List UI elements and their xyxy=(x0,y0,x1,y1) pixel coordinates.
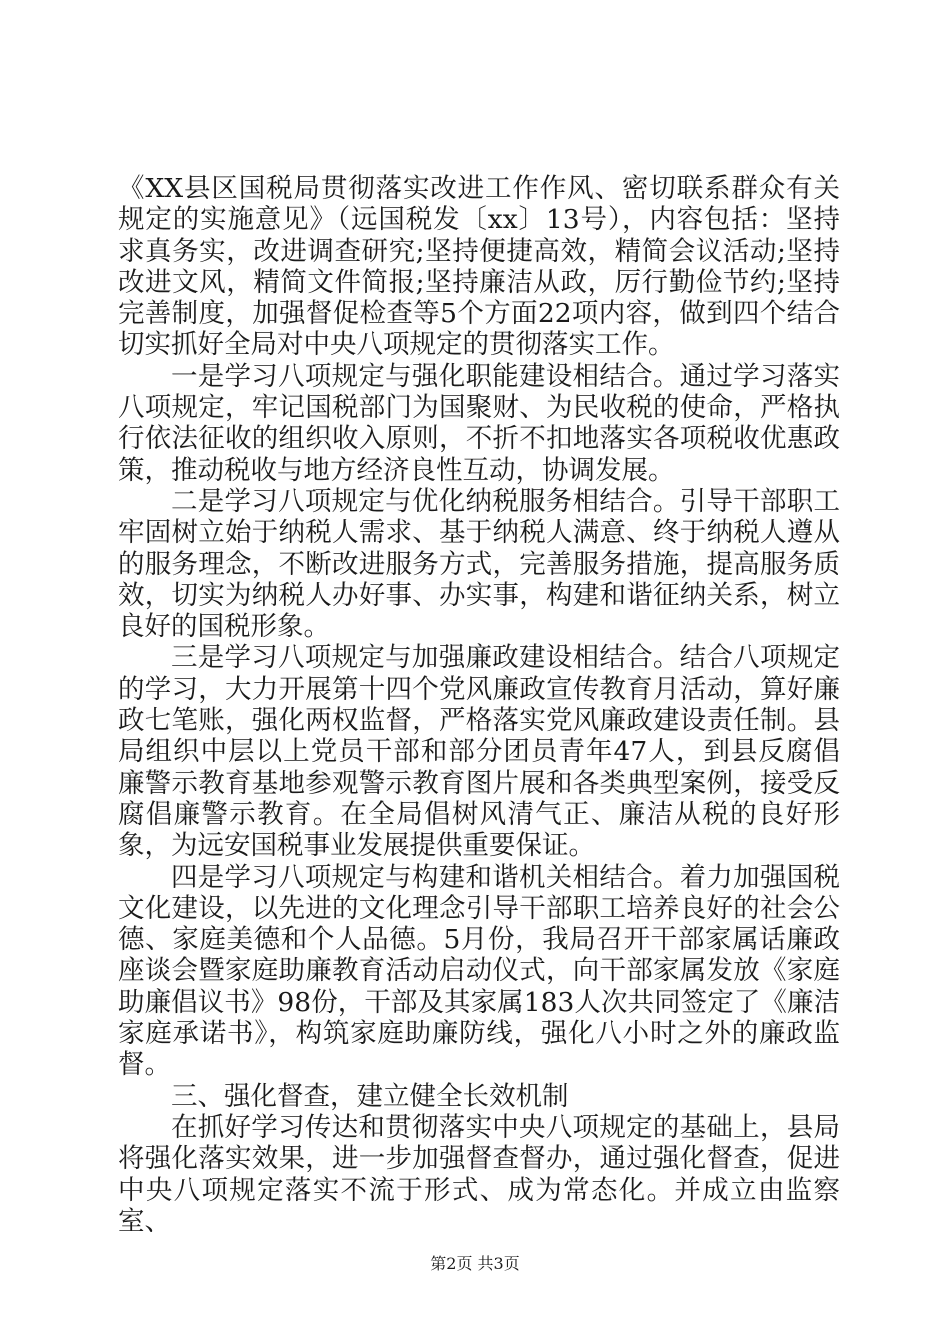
page-number-footer: 第2页 共3页 xyxy=(430,1254,520,1273)
section-heading-three: 三、强化督查，建立健全长效机制 xyxy=(171,1080,569,1112)
paragraph-point-one: 一是学习八项规定与强化职能建设相结合。通过学习落实八项规定，牢记国税部门为国聚财、为民收税的使命，严格执行依法征收的组织收入原则，不折不扣地落实各项税收优惠政策，推动税收与地方经济良性互动，协调发展。 xyxy=(118,360,840,486)
document-body xyxy=(118,173,840,1237)
paragraph-supervision: 在抓好学习传达和贯彻落实中央八项规定的基础上，县局将强化落实效果，进一步加强督查督办，通过强化督查，促进中央八项规定落实不流于形式、成为常态化。并成立由监察室、 xyxy=(118,1111,840,1237)
paragraph-point-four: 四是学习八项规定与构建和谐机关相结合。着力加强国税文化建设，以先进的文化理念引导干部职工培养良好的社会公德、家庭美德和个人品德。5月份，我局召开干部家属话廉政座谈会暨家庭助廉教育活动启动仪式，向干部家属发放《家庭助廉倡议书》98份，干部及其家属183人次共同签定了《廉洁家庭承诺书》，构筑家庭助廉防线，强化八小时之外的廉政监督。 xyxy=(118,861,840,1081)
paragraph-point-two: 二是学习八项规定与优化纳税服务相结合。引导干部职工牢固树立始于纳税人需求、基于纳税人满意、终于纳税人遵从的服务理念，不断改进服务方式，完善服务措施，提高服务质效，切实为纳税人办好事、办实事，构建和谐征纳关系，树立良好的国税形象。 xyxy=(118,485,840,643)
paragraph-point-three: 三是学习八项规定与加强廉政建设相结合。结合八项规定的学习，大力开展第十四个党风廉政宣传教育月活动，算好廉政七笔账，强化两权监督，严格落实党风廉政建设责任制。县局组织中层以上党员干部和部分团员青年47人，到县反腐倡廉警示教育基地参观警示教育图片展和各类典型案例，接受反腐倡廉警示教育。在全局倡树风清气正、廉洁从税的良好形象，为远安国税事业发展提供重要保证。 xyxy=(118,642,840,862)
paragraph-implementation-opinion: 《XX县区国税局贯彻落实改进工作作风、密切联系群众有关规定的实施意见》（远国税发〔xx〕13号），内容包括：坚持求真务实，改进调查研究;坚持便捷高效，精简会议活动;坚持改进文风，精简文件简报;坚持廉洁从政，厉行勤俭节约;坚持完善制度，加强督促检查等5个方面22项内容，做到四个结合切实抓好全局对中央八项规定的贯彻落实工作。 xyxy=(118,173,840,361)
